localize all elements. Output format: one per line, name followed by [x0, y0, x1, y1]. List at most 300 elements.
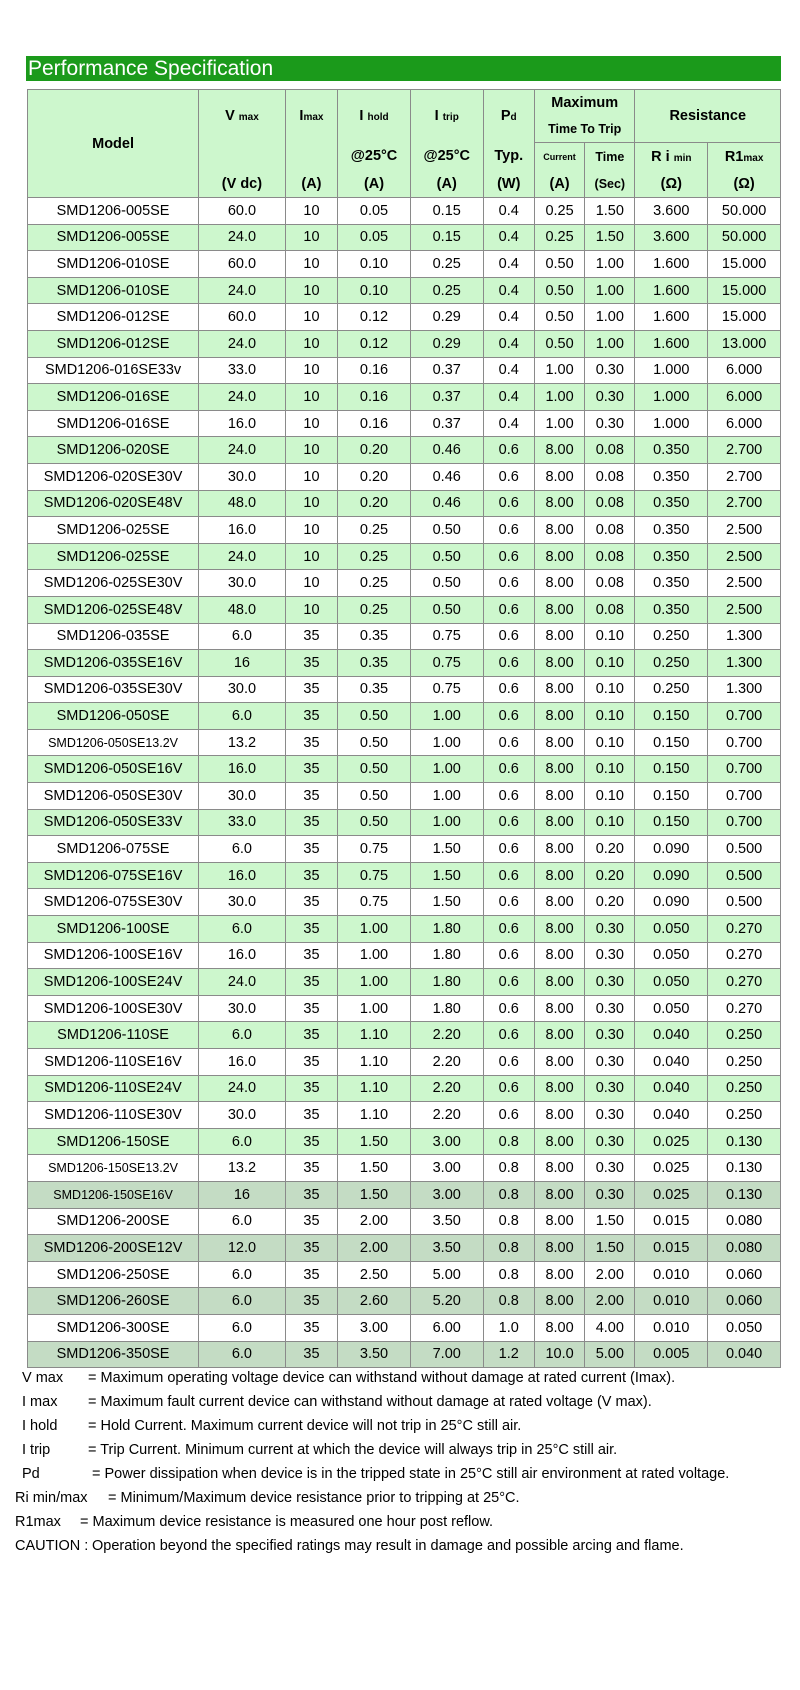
table-row: [28, 198, 781, 225]
cell-ihold: 1.10: [338, 1075, 411, 1102]
cell-itrip: 0.15: [410, 224, 483, 251]
cell-r1max: 1.300: [708, 623, 781, 650]
cell-itrip: 2.20: [410, 1102, 483, 1129]
table-row: [28, 277, 781, 304]
cell-r1max: 6.000: [708, 357, 781, 384]
cell-itrip: 1.00: [410, 783, 483, 810]
cell-model: SMD1206-035SE16V: [28, 650, 199, 677]
cell-ihold: 1.00: [338, 916, 411, 943]
cell-rimin: 0.150: [635, 809, 708, 836]
cell-ihold: 1.50: [338, 1181, 411, 1208]
cell-rimin: 0.040: [635, 1022, 708, 1049]
table-row: [28, 969, 781, 996]
note-term: V max: [22, 1370, 64, 1386]
cell-vmax: 30.0: [199, 1102, 286, 1129]
cell-pd: 0.6: [483, 836, 534, 863]
note-text: = Minimum/Maximum device resistance prior to tripping at 25°C.: [108, 1490, 520, 1506]
table-row: [28, 809, 781, 836]
table-row: [28, 1075, 781, 1102]
cell-imax: 35: [285, 889, 337, 916]
header-r1max-unit: (Ω): [708, 170, 781, 198]
cell-model: SMD1206-150SE16V: [28, 1181, 199, 1208]
table-row: [28, 862, 781, 889]
cell-vmax: 6.0: [199, 703, 286, 730]
cell-r1max: 0.700: [708, 809, 781, 836]
cell-imax: 35: [285, 942, 337, 969]
table-row: [28, 623, 781, 650]
cell-imax: 35: [285, 862, 337, 889]
cell-rimin: 0.005: [635, 1341, 708, 1368]
header-vmax: V max: [199, 90, 286, 143]
cell-time: 0.08: [585, 543, 635, 570]
cell-itrip: 1.00: [410, 809, 483, 836]
cell-imax: 35: [285, 1155, 337, 1182]
cell-model: SMD1206-020SE48V: [28, 490, 199, 517]
header-pd-typ: Typ.: [483, 143, 534, 171]
cell-pd: 0.6: [483, 517, 534, 544]
table-row: [28, 463, 781, 490]
header-imax-unit: (A): [285, 170, 337, 198]
cell-pd: 0.6: [483, 463, 534, 490]
note-term: I trip: [22, 1442, 51, 1458]
cell-pd: 0.6: [483, 676, 534, 703]
cell-pd: 0.8: [483, 1128, 534, 1155]
cell-vmax: 60.0: [199, 251, 286, 278]
cell-ihold: 0.10: [338, 277, 411, 304]
cell-vmax: 30.0: [199, 463, 286, 490]
cell-pd: 0.6: [483, 570, 534, 597]
table-row: [28, 570, 781, 597]
cell-rimin: 0.015: [635, 1208, 708, 1235]
cell-r1max: 1.300: [708, 650, 781, 677]
table-row: [28, 729, 781, 756]
cell-imax: 10: [285, 198, 337, 225]
cell-model: SMD1206-075SE: [28, 836, 199, 863]
cell-time: 0.08: [585, 517, 635, 544]
table-row: [28, 224, 781, 251]
cell-rimin: 0.350: [635, 517, 708, 544]
cell-r1max: 0.270: [708, 942, 781, 969]
cell-time: 0.10: [585, 809, 635, 836]
cell-pd: 0.4: [483, 251, 534, 278]
header-time-unit: (Sec): [585, 170, 635, 198]
cell-r1max: 2.500: [708, 517, 781, 544]
cell-pd: 0.8: [483, 1235, 534, 1262]
cell-itrip: 0.15: [410, 198, 483, 225]
cell-time: 0.10: [585, 756, 635, 783]
table-row: [28, 1155, 781, 1182]
header-ihold: I hold: [338, 90, 411, 143]
cell-time: 1.00: [585, 277, 635, 304]
cell-time: 1.50: [585, 1208, 635, 1235]
cell-time: 2.00: [585, 1261, 635, 1288]
cell-rimin: 0.015: [635, 1235, 708, 1262]
cell-current: 1.00: [534, 410, 584, 437]
cell-rimin: 0.025: [635, 1155, 708, 1182]
cell-itrip: 3.00: [410, 1128, 483, 1155]
table-row: [28, 676, 781, 703]
cell-imax: 35: [285, 1208, 337, 1235]
cell-r1max: 0.250: [708, 1049, 781, 1076]
cell-time: 0.08: [585, 437, 635, 464]
cell-imax: 10: [285, 277, 337, 304]
cell-model: SMD1206-010SE: [28, 251, 199, 278]
cell-imax: 35: [285, 650, 337, 677]
cell-rimin: 0.040: [635, 1075, 708, 1102]
cell-time: 0.10: [585, 676, 635, 703]
cell-time: 0.20: [585, 836, 635, 863]
cell-vmax: 6.0: [199, 623, 286, 650]
cell-model: SMD1206-200SE: [28, 1208, 199, 1235]
cell-vmax: 6.0: [199, 1022, 286, 1049]
cell-time: 0.30: [585, 1075, 635, 1102]
cell-rimin: 0.150: [635, 756, 708, 783]
cell-model: SMD1206-350SE: [28, 1341, 199, 1368]
cell-r1max: 15.000: [708, 304, 781, 331]
cell-vmax: 30.0: [199, 570, 286, 597]
cell-imax: 10: [285, 596, 337, 623]
cell-pd: 0.8: [483, 1288, 534, 1315]
cell-ihold: 0.16: [338, 357, 411, 384]
cell-vmax: 16.0: [199, 410, 286, 437]
table-row: [28, 410, 781, 437]
header-ihold-cond: @25°C: [338, 143, 411, 171]
cell-current: 10.0: [534, 1341, 584, 1368]
cell-time: 0.30: [585, 1102, 635, 1129]
table-row: [28, 650, 781, 677]
cell-model: SMD1206-110SE: [28, 1022, 199, 1049]
cell-pd: 0.6: [483, 703, 534, 730]
cell-pd: 0.6: [483, 1022, 534, 1049]
cell-r1max: 0.080: [708, 1235, 781, 1262]
cell-model: SMD1206-025SE: [28, 543, 199, 570]
note-text: = Hold Current. Maximum current device will not trip in 25°C still air.: [88, 1418, 522, 1434]
table-row: [28, 384, 781, 411]
header-rimin: R i min: [635, 143, 708, 171]
cell-r1max: 15.000: [708, 251, 781, 278]
cell-itrip: 2.20: [410, 1075, 483, 1102]
cell-current: 8.00: [534, 1235, 584, 1262]
cell-rimin: 0.090: [635, 836, 708, 863]
header-itrip-cond: @25°C: [410, 143, 483, 171]
cell-rimin: 1.000: [635, 357, 708, 384]
cell-time: 0.30: [585, 995, 635, 1022]
cell-itrip: 0.29: [410, 304, 483, 331]
cell-time: 0.10: [585, 703, 635, 730]
header-itrip-unit: (A): [410, 170, 483, 198]
cell-vmax: 24.0: [199, 224, 286, 251]
cell-rimin: 0.040: [635, 1049, 708, 1076]
cell-itrip: 0.46: [410, 437, 483, 464]
cell-r1max: 0.060: [708, 1288, 781, 1315]
cell-pd: 0.4: [483, 224, 534, 251]
cell-model: SMD1206-016SE: [28, 384, 199, 411]
cell-time: 0.30: [585, 1181, 635, 1208]
cell-pd: 0.6: [483, 809, 534, 836]
cell-time: 0.30: [585, 1155, 635, 1182]
cell-r1max: 0.270: [708, 969, 781, 996]
cell-rimin: 0.350: [635, 543, 708, 570]
cell-ihold: 0.35: [338, 623, 411, 650]
cell-current: 8.00: [534, 1075, 584, 1102]
cell-model: SMD1206-020SE30V: [28, 463, 199, 490]
cell-r1max: 0.130: [708, 1155, 781, 1182]
cell-model: SMD1206-020SE: [28, 437, 199, 464]
cell-ihold: 0.12: [338, 330, 411, 357]
cell-ihold: 1.50: [338, 1155, 411, 1182]
cell-itrip: 1.00: [410, 756, 483, 783]
cell-itrip: 2.20: [410, 1022, 483, 1049]
cell-itrip: 3.00: [410, 1181, 483, 1208]
note-term: Ri min/max: [15, 1490, 88, 1506]
cell-current: 8.00: [534, 1102, 584, 1129]
cell-time: 4.00: [585, 1314, 635, 1341]
cell-imax: 35: [285, 1181, 337, 1208]
cell-model: SMD1206-100SE24V: [28, 969, 199, 996]
cell-model: SMD1206-100SE16V: [28, 942, 199, 969]
cell-pd: 0.6: [483, 437, 534, 464]
cell-ihold: 3.50: [338, 1341, 411, 1368]
cell-current: 8.00: [534, 490, 584, 517]
cell-pd: 0.6: [483, 490, 534, 517]
cell-pd: 0.6: [483, 623, 534, 650]
cell-time: 0.30: [585, 1022, 635, 1049]
table-row: [28, 1049, 781, 1076]
cell-ihold: 1.10: [338, 1022, 411, 1049]
header-imax: Imax: [285, 90, 337, 143]
note-text: = Power dissipation when device is in the tripped state in 25°C still air environment at rated voltage.: [92, 1466, 730, 1482]
cell-current: 8.00: [534, 916, 584, 943]
cell-pd: 0.6: [483, 729, 534, 756]
cell-imax: 10: [285, 384, 337, 411]
cell-itrip: 0.25: [410, 251, 483, 278]
cell-time: 1.50: [585, 1235, 635, 1262]
cell-imax: 35: [285, 1314, 337, 1341]
cell-time: 0.08: [585, 596, 635, 623]
header-current-unit: (A): [534, 170, 584, 198]
cell-vmax: 6.0: [199, 1288, 286, 1315]
cell-itrip: 6.00: [410, 1314, 483, 1341]
cell-time: 0.10: [585, 729, 635, 756]
cell-ihold: 0.12: [338, 304, 411, 331]
cell-itrip: 1.50: [410, 862, 483, 889]
cell-time: 1.50: [585, 198, 635, 225]
cell-time: 0.08: [585, 463, 635, 490]
cell-itrip: 3.50: [410, 1235, 483, 1262]
cell-model: SMD1206-150SE13.2V: [28, 1155, 199, 1182]
header-r1max: R1max: [708, 143, 781, 171]
cell-pd: 0.4: [483, 357, 534, 384]
table-body: [28, 198, 781, 1368]
cell-current: 8.00: [534, 570, 584, 597]
cell-current: 8.00: [534, 1261, 584, 1288]
cell-pd: 0.6: [483, 596, 534, 623]
cell-model: SMD1206-012SE: [28, 330, 199, 357]
cell-vmax: 30.0: [199, 889, 286, 916]
cell-time: 5.00: [585, 1341, 635, 1368]
table-row: [28, 1181, 781, 1208]
cell-rimin: 0.150: [635, 703, 708, 730]
cell-model: SMD1206-035SE30V: [28, 676, 199, 703]
cell-rimin: 3.600: [635, 224, 708, 251]
cell-vmax: 24.0: [199, 437, 286, 464]
note-text: = Trip Current. Minimum current at which the device will always trip in 25°C still air.: [88, 1442, 618, 1458]
header-imax-blank: [285, 143, 337, 171]
cell-ihold: 0.20: [338, 437, 411, 464]
cell-model: SMD1206-250SE: [28, 1261, 199, 1288]
cell-vmax: 48.0: [199, 490, 286, 517]
cell-model: SMD1206-110SE16V: [28, 1049, 199, 1076]
note-text: = Maximum device resistance is measured one hour post reflow.: [80, 1514, 494, 1530]
table-row: [28, 490, 781, 517]
cell-vmax: 6.0: [199, 1128, 286, 1155]
cell-current: 8.00: [534, 783, 584, 810]
cell-current: 8.00: [534, 650, 584, 677]
cell-itrip: 0.50: [410, 517, 483, 544]
cell-ihold: 0.35: [338, 650, 411, 677]
cell-imax: 10: [285, 224, 337, 251]
note-term: CAUTION :: [15, 1538, 89, 1554]
cell-time: 1.00: [585, 251, 635, 278]
cell-vmax: 6.0: [199, 1341, 286, 1368]
cell-time: 0.30: [585, 969, 635, 996]
cell-rimin: 0.350: [635, 596, 708, 623]
cell-pd: 0.6: [483, 1102, 534, 1129]
cell-vmax: 33.0: [199, 809, 286, 836]
cell-imax: 10: [285, 437, 337, 464]
note-text: = Maximum fault current device can withstand without damage at rated voltage (V max).: [88, 1394, 652, 1410]
cell-vmax: 16.0: [199, 1049, 286, 1076]
cell-model: SMD1206-100SE30V: [28, 995, 199, 1022]
cell-current: 8.00: [534, 862, 584, 889]
cell-imax: 35: [285, 676, 337, 703]
cell-imax: 35: [285, 1341, 337, 1368]
cell-imax: 35: [285, 995, 337, 1022]
cell-imax: 10: [285, 251, 337, 278]
cell-itrip: 0.75: [410, 650, 483, 677]
cell-imax: 10: [285, 543, 337, 570]
cell-itrip: 1.50: [410, 889, 483, 916]
cell-vmax: 48.0: [199, 596, 286, 623]
cell-itrip: 0.46: [410, 463, 483, 490]
cell-current: 8.00: [534, 543, 584, 570]
cell-itrip: 1.80: [410, 916, 483, 943]
cell-r1max: 2.500: [708, 596, 781, 623]
cell-pd: 0.8: [483, 1261, 534, 1288]
table-row: [28, 357, 781, 384]
cell-vmax: 60.0: [199, 304, 286, 331]
cell-imax: 10: [285, 490, 337, 517]
cell-itrip: 5.20: [410, 1288, 483, 1315]
cell-rimin: 0.025: [635, 1181, 708, 1208]
header-maximum: Maximum: [534, 90, 635, 116]
cell-rimin: 1.600: [635, 330, 708, 357]
cell-imax: 10: [285, 463, 337, 490]
cell-vmax: 33.0: [199, 357, 286, 384]
cell-ihold: 0.25: [338, 517, 411, 544]
cell-imax: 35: [285, 1075, 337, 1102]
cell-itrip: 0.29: [410, 330, 483, 357]
cell-vmax: 24.0: [199, 277, 286, 304]
cell-rimin: 1.600: [635, 251, 708, 278]
cell-ihold: 1.10: [338, 1102, 411, 1129]
cell-pd: 0.6: [483, 995, 534, 1022]
cell-time: 1.50: [585, 224, 635, 251]
cell-rimin: 0.010: [635, 1314, 708, 1341]
header-rimin-unit: (Ω): [635, 170, 708, 198]
cell-imax: 35: [285, 1022, 337, 1049]
cell-ihold: 0.50: [338, 756, 411, 783]
cell-pd: 0.6: [483, 889, 534, 916]
table-header: [28, 90, 781, 198]
cell-model: SMD1206-075SE30V: [28, 889, 199, 916]
cell-model: SMD1206-025SE30V: [28, 570, 199, 597]
cell-current: 8.00: [534, 836, 584, 863]
cell-ihold: 2.00: [338, 1235, 411, 1262]
cell-pd: 0.6: [483, 1049, 534, 1076]
cell-current: 8.00: [534, 1022, 584, 1049]
cell-current: 8.00: [534, 1314, 584, 1341]
cell-r1max: 0.700: [708, 703, 781, 730]
cell-vmax: 24.0: [199, 330, 286, 357]
cell-current: 0.25: [534, 198, 584, 225]
note-text: = Maximum operating voltage device can withstand without damage at rated current (Imax).: [88, 1370, 676, 1386]
cell-ihold: 0.05: [338, 224, 411, 251]
cell-imax: 10: [285, 330, 337, 357]
cell-ihold: 0.25: [338, 596, 411, 623]
cell-imax: 35: [285, 1235, 337, 1262]
cell-current: 8.00: [534, 1208, 584, 1235]
cell-imax: 10: [285, 357, 337, 384]
cell-ihold: 0.20: [338, 463, 411, 490]
cell-current: 8.00: [534, 1288, 584, 1315]
cell-current: 8.00: [534, 942, 584, 969]
table-row: [28, 995, 781, 1022]
cell-pd: 0.4: [483, 277, 534, 304]
cell-pd: 0.4: [483, 304, 534, 331]
cell-vmax: 16: [199, 1181, 286, 1208]
cell-vmax: 13.2: [199, 729, 286, 756]
cell-r1max: 6.000: [708, 384, 781, 411]
cell-itrip: 0.50: [410, 543, 483, 570]
cell-ihold: 0.16: [338, 410, 411, 437]
cell-r1max: 0.500: [708, 862, 781, 889]
cell-time: 1.00: [585, 304, 635, 331]
cell-r1max: 2.700: [708, 437, 781, 464]
cell-rimin: 0.010: [635, 1261, 708, 1288]
cell-ihold: 0.10: [338, 251, 411, 278]
cell-vmax: 24.0: [199, 1075, 286, 1102]
cell-itrip: 1.00: [410, 703, 483, 730]
table-row: [28, 1288, 781, 1315]
cell-ihold: 1.00: [338, 969, 411, 996]
cell-r1max: 0.700: [708, 783, 781, 810]
cell-imax: 35: [285, 809, 337, 836]
header-resistance: Resistance: [635, 90, 781, 143]
cell-current: 8.00: [534, 995, 584, 1022]
cell-vmax: 13.2: [199, 1155, 286, 1182]
cell-r1max: 0.250: [708, 1022, 781, 1049]
cell-current: 0.50: [534, 330, 584, 357]
cell-model: SMD1206-050SE30V: [28, 783, 199, 810]
cell-r1max: 50.000: [708, 224, 781, 251]
note-term: Pd: [22, 1466, 40, 1482]
cell-pd: 0.6: [483, 783, 534, 810]
cell-current: 8.00: [534, 1155, 584, 1182]
cell-itrip: 0.25: [410, 277, 483, 304]
cell-rimin: 1.600: [635, 277, 708, 304]
cell-itrip: 0.37: [410, 410, 483, 437]
